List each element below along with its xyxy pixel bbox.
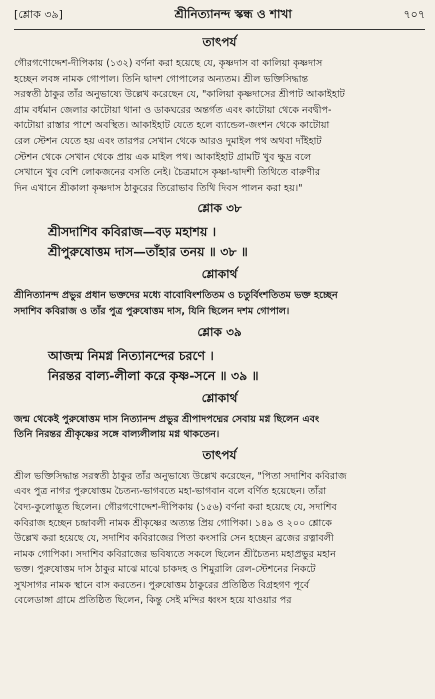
translation-heading: শ্লোকার্থ [201,267,238,282]
text-line: গৌরগণোদ্দেশ-দীপিকায় (১৩২) বর্ণনা করা হয়েছে যে, কৃষ্ণদাস বা কালিয়া কৃষ্ণদাস [14,58,323,69]
text-line: উল্লেখ করা হয়েছে যে, সদাশিব কবিরাজের পিতা কংসারি সেন হচ্ছেন ব্রজের রত্নাবলী [14,533,334,545]
text-line: কাটোয়া রাস্তার পাশে অবস্থিত। আকাইহাট যেতে হলে ব্যান্ডেল-জংশন থেকে কাটোয়া [14,120,330,132]
text-line: শ্রীনিত্যানন্দ প্রভুর প্রধান ভক্তদের মধ্যে বাবোবিংশতিতম ও চতুর্বিংশতিতম ভক্ত হচ্ছেন [14,290,338,302]
verse-reference: [শ্লোক ৩৯] [14,8,63,21]
purport-heading: তাৎপর্য [202,35,237,49]
text-line: ভক্ত। পুরুষোত্তম দাস ঠাকুর মাঝে মাঝে চাকদহ ও শিমুরালি রেল-স্টেশনের নিকটে [14,564,316,576]
verse-heading: শ্লোক ৩৯ [197,324,242,339]
text-line: দিন এখানে শ্রীকালা কৃষ্ণদাস ঠাকুরের তিরোভাব তিথি দিবস পালন করা হয়।" [14,182,303,194]
page-number: ৭০৭ [403,8,425,21]
chapter-title: শ্রীনিত্যানন্দ স্কন্ধ ও শাখা [174,7,292,21]
text-line: বৈদ্য-কুলোদ্ভূত ছিলেন। গৌরগণোদ্দেশ-দীপিকায় (১৫৬) বর্ণনা করা হয়েছে যে, সদাশিব [14,501,337,513]
verse-heading: শ্লোক ৩৮ [197,201,242,216]
text-line: বেলেডাঙ্গা গ্রামে প্রতিষ্ঠিত ছিলেন, কিন্তু সেই মন্দির ধ্বংস হয়ে যাওয়ার পর [14,595,292,607]
translation-heading: শ্লোকার্থ [201,390,238,405]
text-line: জন্ম থেকেই পুরুষোত্তম দাস নিত্যানন্দ প্রভুর শ্রীপাদপদ্মের সেবায় মগ্ন ছিলেন এবং [14,413,320,425]
text-line: রেল স্টেশন যেতে হয় এবং তারপর সেখান থেকে আরও দুমাইল পথ অথবা দাঁইহাট [14,135,322,147]
purport-text [14,469,425,609]
verse-line: শ্রীপুরুষোত্তম দাস—তাঁহার তনয় ॥ ৩৮ ॥ [48,244,248,260]
text-line: সুখসাগর নামক স্থানে বাস করতেন। পুরুষোত্তম ঠাকুরের প্রতিষ্ঠিত বিগ্রহগণ পূর্বে [14,579,310,591]
purport-heading: তাৎপর্য [202,447,237,462]
text-line: এবং পুত্র নাগর পুরুষোত্তম চৈতন্য-ভাগবতে মহা-ভাগবান বলে বর্ণিত হয়েছেন। তাঁরা [14,486,327,498]
translation-text [14,288,425,319]
purport-text [14,56,425,196]
verse-line: নিরন্তর বাল্য-লীলা করে কৃষ্ণ-সনে ॥ ৩৯ ॥ [48,367,259,383]
text-line: শ্রীল ভক্তিসিদ্ধান্ত সরস্বতী ঠাকুর তাঁর অনুভাষ্যে উল্লেখ করেছেন, "পিতা সদাশিব কবিরাজ [14,470,347,482]
text-line: গ্রাম বর্ধমান জেলার কাটোয়া থানা ও ডাকঘরের অন্তর্গত এবং কাটোয়া থেকে নবদ্বীপ- [14,104,332,116]
text-line: হচ্ছেন লবঙ্গ নামক গোপাল। তিনি দ্বাদশ গোপালের অন্যতম। শ্রীল ভক্তিসিদ্ধান্ত [14,73,309,85]
text-line: সরস্বতী ঠাকুর তাঁর অনুভাষ্যে উল্লেখ করেছেন যে, "কালিয়া কৃষ্ণদাসের শ্রীপাট আকাইহাট [14,89,345,101]
text-line: কবিরাজ হচ্ছেন চন্দ্রাবলী নামক শ্রীকৃষ্ণের অত্যন্ত প্রিয় গোপিকা। ১৪৯ ও ২০০ শ্লোকে [14,517,332,529]
text-line: সদাশিব কবিরাজ ও তাঁর পুত্র পুরুষোত্তম দাস, যিনি ছিলেন দশম গোপাল। [14,305,290,317]
verse-line: আজন্ম নিমগ্ন নিত্যানন্দের চরণে । [48,347,214,363]
translation-text [14,412,425,443]
text-line: তিনি নিরন্তর শ্রীকৃষ্ণের সঙ্গে বাল্যলীলায় মগ্ন থাকতেন। [14,429,220,441]
text-line: সেখানে খুব বেশি লোকজনের বসতি নেই। চৈত্রমাসে কৃষ্ণা-দ্বাদশী তিথিতে বারুণীর [14,167,321,179]
page-header [14,6,425,30]
text-line: স্টেশন থেকে সেখান থেকে প্রায় এক মাইল পথ। আকাইহাট গ্রামটি খুব ক্ষুদ্র বলে [14,151,312,163]
text-line: নামক গোপিকা। সদাশিব কবিরাজের ভবিষ্যতে সকলে ছিলেন শ্রীচৈতন্য মহাপ্রভুর মহান [14,548,336,560]
verse-line: শ্রীসদাশিব কবিরাজ—বড় মহাশয় । [48,224,217,240]
